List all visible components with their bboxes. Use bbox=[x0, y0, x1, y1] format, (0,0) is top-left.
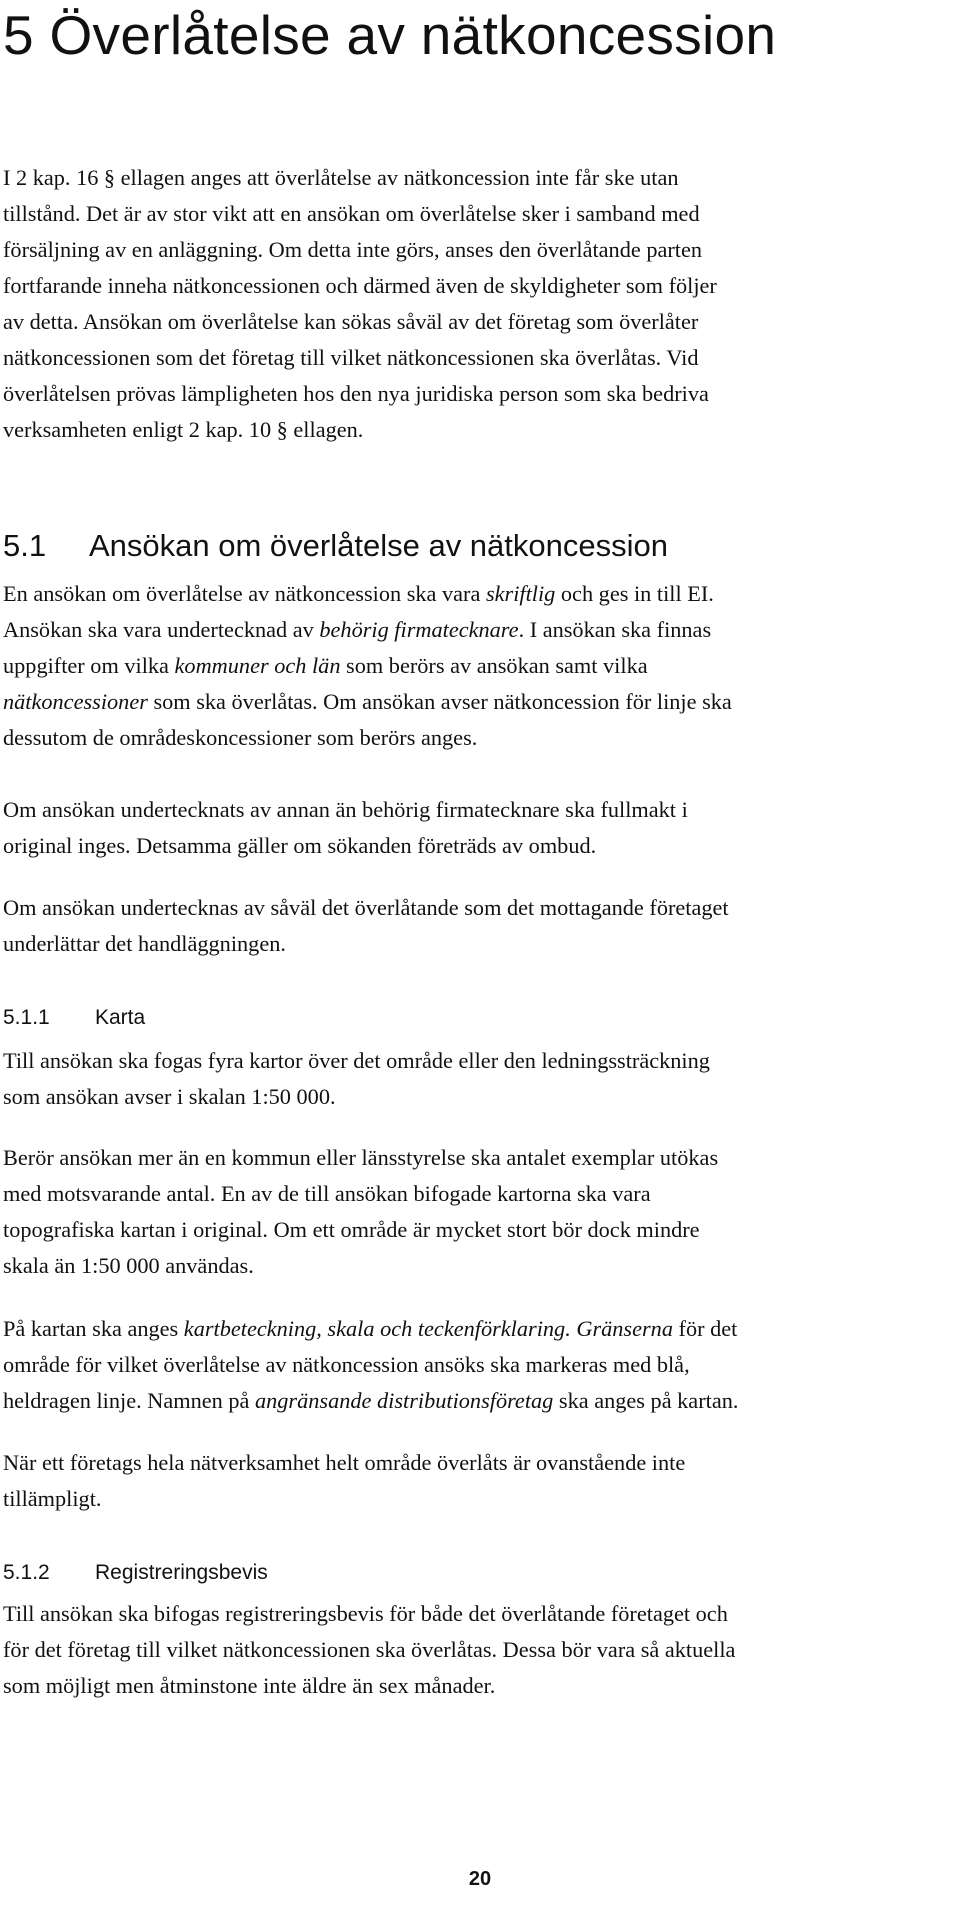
text-line: verksamheten enligt 2 kap. 10 § ellagen. bbox=[3, 417, 364, 442]
section-5-1-1-paragraph-1 bbox=[3, 1043, 943, 1115]
text-line: underlättar det handläggningen. bbox=[3, 931, 286, 956]
text-line: topografiska kartan i original. Om ett område är mycket stort bör dock mindre bbox=[3, 1217, 700, 1242]
text-run: som berörs av ansökan samt vilka bbox=[340, 653, 648, 678]
section-5-1-1-paragraph-2 bbox=[3, 1140, 943, 1284]
text-run: som ska överlåtas. Om ansökan avser nätkoncession för linje ska bbox=[147, 689, 732, 714]
text-line: som möjligt men åtminstone inte äldre än sex månader. bbox=[3, 1673, 496, 1698]
text-line bbox=[3, 1311, 943, 1347]
section-heading-5-1-1 bbox=[3, 1004, 145, 1032]
text-line: för det företag till vilket nätkoncessionen ska överlåtas. Dessa bör vara så aktuella bbox=[3, 1637, 736, 1662]
text-line: Till ansökan ska fogas fyra kartor över det område eller den ledningssträckning bbox=[3, 1048, 710, 1073]
text-run: för det bbox=[672, 1316, 738, 1341]
text-line: original inges. Detsamma gäller om sökanden företräds av ombud. bbox=[3, 833, 597, 858]
text-run: uppgifter om vilka bbox=[3, 653, 175, 678]
section-5-1-paragraph-2 bbox=[3, 792, 943, 864]
text-line: Berör ansökan mer än en kommun eller länsstyrelse ska antalet exemplar utökas bbox=[3, 1145, 719, 1170]
section-heading-5-1-2 bbox=[3, 1559, 268, 1587]
page-number: 20 bbox=[468, 1868, 492, 1890]
text-run: . I ansökan ska finnas bbox=[518, 617, 712, 642]
emphasis-text: skriftlig bbox=[485, 581, 556, 606]
text-line: I 2 kap. 16 § ellagen anges att överlåtelse av nätkoncession inte får ske utan bbox=[3, 165, 679, 190]
text-line: tillämpligt. bbox=[3, 1486, 102, 1511]
section-5-1-1-paragraph-4 bbox=[3, 1445, 943, 1517]
text-line: område för vilket överlåtelse av nätkoncession ansöks ska markeras med blå, bbox=[3, 1352, 690, 1377]
text-line bbox=[3, 684, 943, 720]
text-line: dessutom de områdeskoncessioner som berörs anges. bbox=[3, 725, 478, 750]
text-line: Om ansökan undertecknas av såväl det överlåtande som det mottagande företaget bbox=[3, 895, 729, 920]
text-line: fortfarande inneha nätkoncessionen och därmed även de skyldigheter som följer bbox=[3, 273, 717, 298]
text-run: heldragen linje. Namnen på bbox=[3, 1388, 255, 1413]
section-number: 5.1 bbox=[3, 528, 47, 563]
section-number: 5.1.2 bbox=[3, 1561, 50, 1584]
text-run: och ges in till EI. bbox=[555, 581, 714, 606]
section-5-1-paragraph-1 bbox=[3, 576, 943, 756]
text-line: nätkoncessionen som det företag till vilket nätkoncessionen ska överlåtas. Vid bbox=[3, 345, 699, 370]
text-line: skala än 1:50 000 användas. bbox=[3, 1253, 254, 1278]
text-line bbox=[3, 576, 943, 612]
text-run: På kartan ska anges bbox=[3, 1316, 184, 1341]
text-line: som ansökan avser i skalan 1:50 000. bbox=[3, 1084, 336, 1109]
text-run: En ansökan om överlåtelse av nätkoncession ska vara bbox=[3, 581, 486, 606]
text-line: med motsvarande antal. En av de till ansökan bifogade kartorna ska vara bbox=[3, 1181, 651, 1206]
emphasis-text: behörig firmatecknare bbox=[319, 617, 519, 642]
chapter-heading: 5 Överlåtelse av nätkoncession bbox=[3, 4, 777, 66]
text-run: Ansökan ska vara undertecknad av bbox=[3, 617, 320, 642]
emphasis-text: angränsande distributionsföretag bbox=[254, 1388, 554, 1413]
section-title: Registreringsbevis bbox=[95, 1561, 268, 1584]
text-line: När ett företags hela nätverksamhet helt område överlåts är ovanstående inte bbox=[3, 1450, 686, 1475]
text-line bbox=[3, 612, 943, 648]
text-line: överlåtelsen prövas lämpligheten hos den nya juridiska person som ska bedriva bbox=[3, 381, 709, 406]
text-line: försäljning av en anläggning. Om detta inte görs, anses den överlåtande parten bbox=[3, 237, 703, 262]
section-5-1-1-paragraph-3 bbox=[3, 1311, 943, 1419]
section-number: 5.1.1 bbox=[3, 1006, 50, 1029]
text-line: tillstånd. Det är av stor vikt att en ansökan om överlåtelse sker i samband med bbox=[3, 201, 700, 226]
section-5-1-2-paragraph-1 bbox=[3, 1596, 943, 1704]
section-heading-5-1 bbox=[3, 526, 668, 566]
section-title: Karta bbox=[95, 1006, 146, 1029]
emphasis-text: nätkoncessioner bbox=[3, 689, 148, 714]
section-title: Ansökan om överlåtelse av nätkoncession bbox=[89, 528, 668, 563]
emphasis-text: kartbeteckning, skala och teckenförklaring. Gränserna bbox=[183, 1316, 673, 1341]
emphasis-text: kommuner och län bbox=[174, 653, 341, 678]
text-line bbox=[3, 1383, 943, 1419]
text-run: ska anges på kartan. bbox=[553, 1388, 739, 1413]
text-line: Om ansökan undertecknats av annan än behörig firmatecknare ska fullmakt i bbox=[3, 797, 688, 822]
text-line: av detta. Ansökan om överlåtelse kan sökas såväl av det företag som överlåter bbox=[3, 309, 699, 334]
text-line: Till ansökan ska bifogas registreringsbevis för både det överlåtande företaget och bbox=[3, 1601, 728, 1626]
text-line bbox=[3, 648, 943, 684]
section-5-1-paragraph-3 bbox=[3, 890, 943, 962]
intro-paragraph bbox=[3, 160, 943, 448]
